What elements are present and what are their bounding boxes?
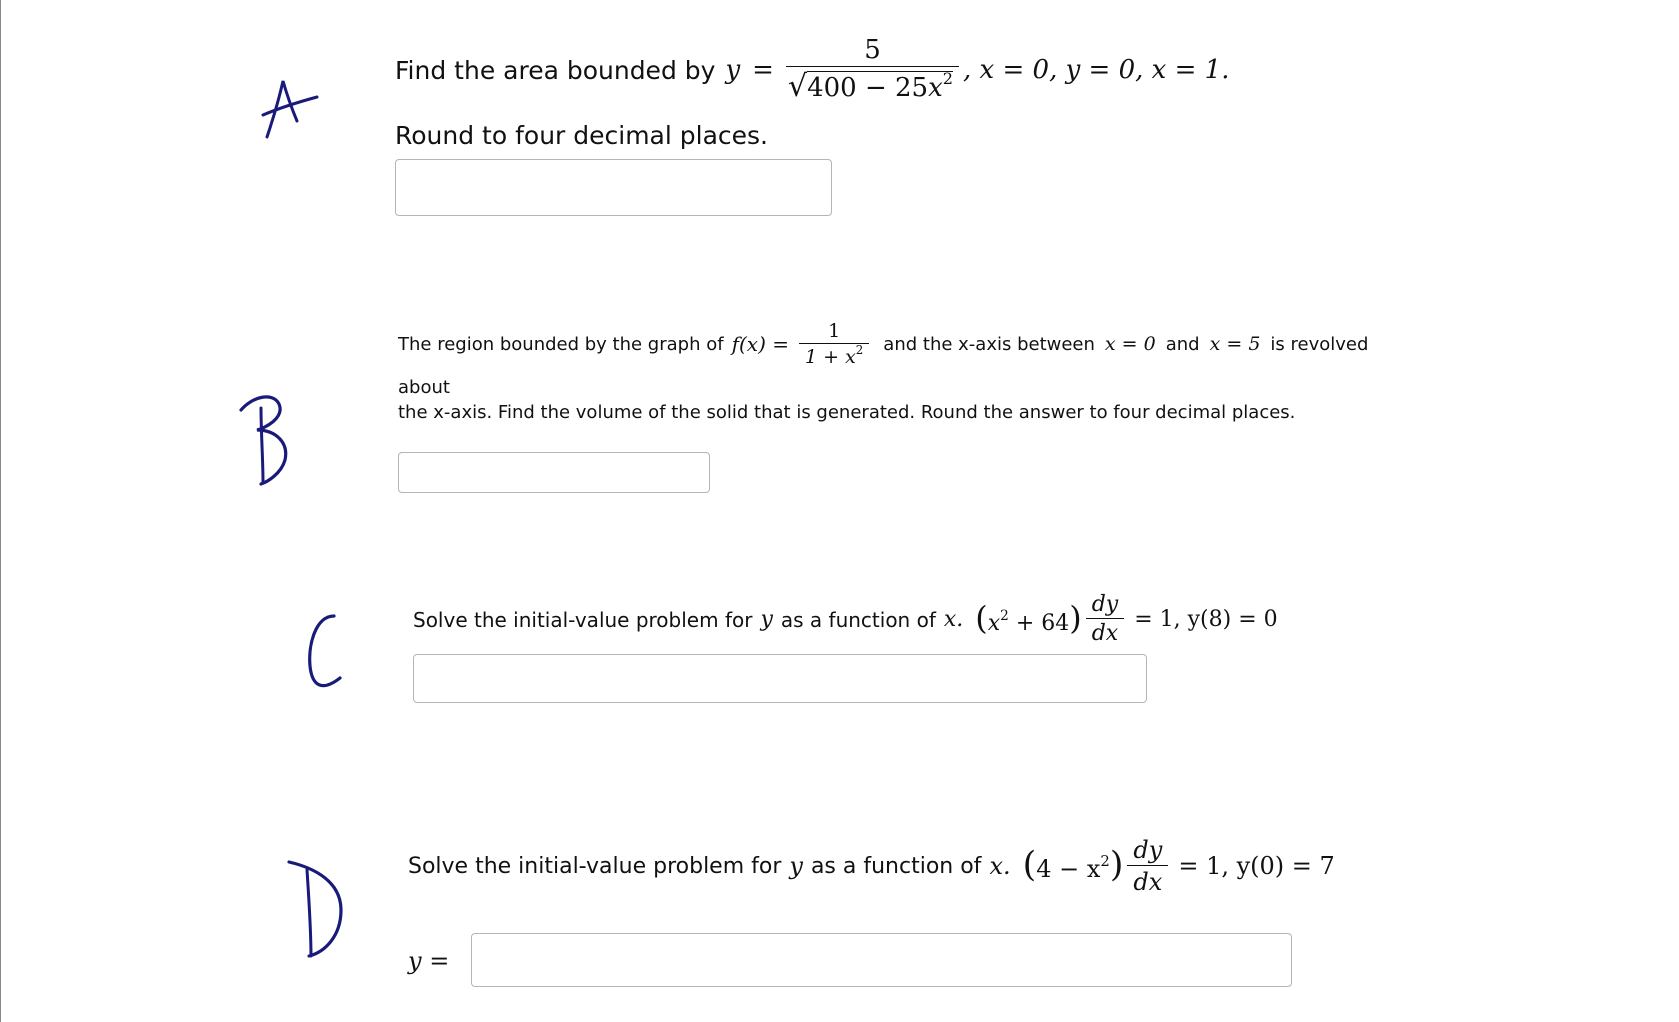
question-a-fraction (786, 35, 959, 105)
question-d-prompt-mid: as a function of (810, 853, 982, 879)
handwritten-marker-a (255, 75, 325, 145)
question-c-factor-base: x (987, 610, 1001, 636)
question-c-prompt-start: Solve the initial-value problem for (413, 607, 753, 632)
question-c-factor-rest: + 64 (1015, 610, 1070, 636)
question-c-answer-input[interactable] (413, 654, 1147, 703)
question-d-factor-exp: 2 (1100, 851, 1110, 870)
question-a-equals: = (752, 55, 774, 86)
question-a-radicand-var: x (928, 73, 943, 104)
question-b-fraction (799, 320, 869, 369)
question-d-factor: $(4 - x^2)$ (1022, 844, 1124, 885)
question-c-derivative (1086, 592, 1125, 648)
question-d-answer-label: y = (408, 947, 450, 975)
question-c-dx: dx (1086, 618, 1125, 647)
question-d-factor-lead: 4 − x (1036, 854, 1101, 883)
question-b-line2: about (398, 376, 450, 398)
question-b (398, 320, 1368, 423)
question-b-denominator-text: 1 + x (804, 345, 856, 368)
handwritten-marker-d (185, 758, 355, 968)
question-c-factor-exp: 2 (1000, 607, 1009, 624)
question-b-answer-input[interactable] (398, 452, 710, 493)
question-b-line3: the x-axis. Find the volume of the solid that is generated. Round the answer to four decimal places. (398, 401, 1296, 423)
question-a-answer-input[interactable] (395, 159, 832, 216)
question-b-upper: x = 5 (1209, 333, 1261, 356)
question-d-dy: dy (1133, 836, 1163, 864)
marker-b-letter: B (135, 288, 136, 289)
page-left-border (0, 0, 1, 1022)
question-d-dx: dx (1127, 865, 1168, 897)
question-a-prompt: Find the area bounded by (395, 55, 716, 85)
question-a-numerator: 5 (864, 35, 881, 65)
question-a-var-y: y (725, 55, 741, 86)
question-d-derivative (1127, 836, 1168, 897)
question-c-prompt-mid: as a function of (780, 607, 936, 632)
question-a-radicand: 400 − 25 (807, 73, 929, 104)
question-d-prompt-start: Solve the initial-value problem for (408, 853, 782, 879)
question-a-instruction: Round to four decimal places. (395, 121, 768, 151)
question-c-rhs: = 1, y(8) = 0 (1134, 607, 1278, 633)
question-b-func: f(x) = (731, 332, 789, 357)
question-c (413, 592, 1278, 648)
handwritten-marker-c (198, 508, 348, 698)
question-c-dy: dy (1091, 592, 1119, 617)
sqrt-icon: √ (787, 69, 808, 105)
question-a-exponent: 2 (942, 69, 954, 89)
marker-d-letter: D (185, 758, 186, 759)
question-c-var-x: x. (943, 607, 964, 633)
question-d-var-x: x. (989, 852, 1011, 881)
question-b-lower: x = 0 (1104, 333, 1156, 356)
question-b-denominator (799, 343, 869, 369)
question-a-denominator (786, 66, 959, 105)
question-b-mid-text: and the x-axis between (883, 333, 1095, 355)
question-b-prompt: The region bounded by the graph of (398, 333, 724, 355)
question-c-var-y: y (760, 607, 773, 633)
question-d-rhs: = 1, y(0) = 7 (1178, 852, 1335, 881)
question-b-numerator: 1 (828, 320, 841, 342)
question-b-tail: is revolved (1270, 333, 1369, 355)
marker-c-letter: C (198, 508, 199, 509)
handwritten-marker-b (135, 288, 305, 488)
question-d (408, 836, 1335, 897)
question-b-exponent: 2 (855, 342, 864, 357)
question-d-answer-input[interactable] (471, 933, 1292, 987)
question-a-conditions: , x = 0, y = 0, x = 1. (963, 55, 1230, 86)
question-d-var-y: y (789, 852, 803, 881)
question-a (395, 35, 1229, 150)
question-c-factor: $(x^2 + 64)$ (975, 598, 1082, 637)
question-b-and: and (1165, 333, 1200, 355)
